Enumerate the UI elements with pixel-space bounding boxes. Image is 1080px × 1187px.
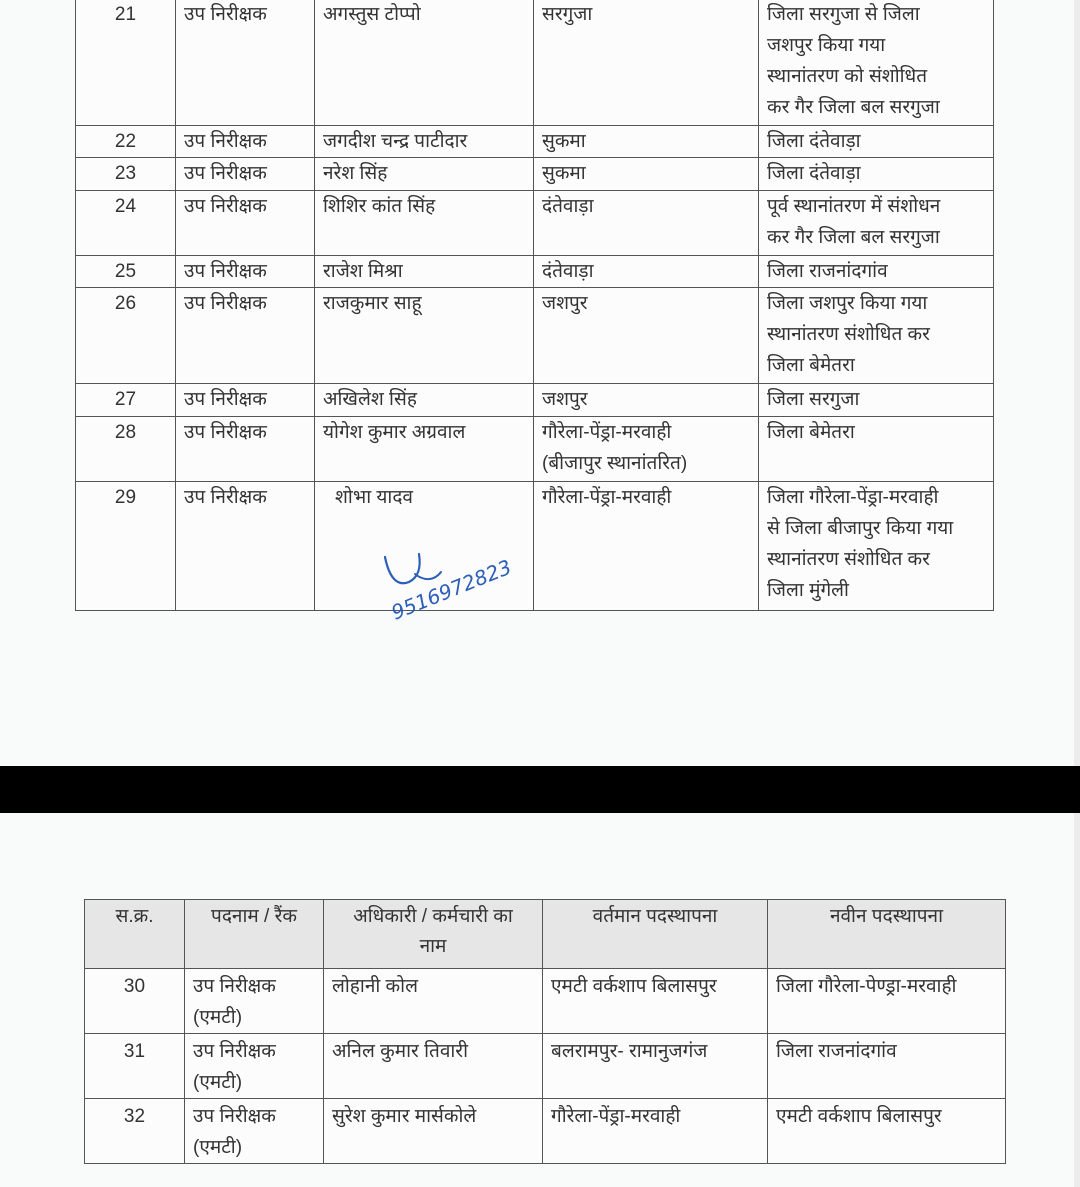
- new-posting-cell: [759, 384, 994, 417]
- transfer-table-bottom: [84, 899, 1006, 1164]
- new-posting-line: स्थानांतरण संशोधित कर: [767, 549, 930, 570]
- header-rank: पदनाम / रैंक: [185, 900, 324, 969]
- rank-cell: उप निरीक्षक: [176, 482, 315, 611]
- rank-line: उप निरीक्षक: [193, 1041, 276, 1062]
- new-posting-line: जिला दंतेवाड़ा: [767, 163, 861, 184]
- name-cell: सुरेश कुमार मार्सकोले: [324, 1099, 543, 1164]
- current-posting-cell: बलरामपुर- रामानुजगंज: [543, 1034, 768, 1099]
- redaction-bar: [0, 766, 1080, 813]
- name-cell: नरेश सिंह: [315, 158, 534, 191]
- new-posting-line: कर गैर जिला बल सरगुजा: [767, 97, 940, 118]
- current-posting-cell: [534, 417, 759, 482]
- header-row: [85, 900, 1006, 969]
- header-new-posting: नवीन पदस्थापना: [768, 900, 1006, 969]
- table-row: [76, 158, 994, 191]
- serial-number: 28: [76, 417, 176, 482]
- new-posting-line: जिला दंतेवाड़ा: [767, 131, 861, 152]
- current-posting-cell: एमटी वर्कशाप बिलासपुर: [543, 969, 768, 1034]
- name-cell: योगेश कुमार अग्रवाल: [315, 417, 534, 482]
- rank-line: (एमटी): [193, 1137, 243, 1158]
- table-row: [76, 0, 994, 126]
- new-posting-cell: जिला गौरेला-पेण्ड्रा-मरवाही: [768, 969, 1006, 1034]
- table-row: [76, 256, 994, 288]
- page-edge: [1074, 0, 1080, 1187]
- new-posting-line: पूर्व स्थानांतरण में संशोधन: [767, 196, 941, 217]
- handwritten-signature: [375, 532, 535, 627]
- serial-number: 30: [85, 969, 185, 1034]
- new-posting-line: जिला सरगुजा से जिला: [767, 4, 920, 25]
- serial-number: 21: [76, 0, 176, 126]
- serial-number: 24: [76, 191, 176, 256]
- current-posting-cell: गौरेला-पेंड्रा-मरवाही: [534, 482, 759, 611]
- serial-number: 23: [76, 158, 176, 191]
- rank-cell: [185, 969, 324, 1034]
- new-posting-line: कर गैर जिला बल सरगुजा: [767, 227, 940, 248]
- new-posting-line: से जिला बीजापुर किया गया: [767, 518, 954, 539]
- table-row: [76, 417, 994, 482]
- serial-number: 26: [76, 288, 176, 384]
- new-posting-line: जिला राजनांदगांव: [767, 261, 888, 282]
- name-cell: शिशिर कांत सिंह: [315, 191, 534, 256]
- name-cell: अखिलेश सिंह: [315, 384, 534, 417]
- name-cell: अनिल कुमार तिवारी: [324, 1034, 543, 1099]
- new-posting-line: जिला सरगुजा: [767, 389, 860, 410]
- rank-line: (एमटी): [193, 1072, 243, 1093]
- rank-cell: उप निरीक्षक: [176, 191, 315, 256]
- new-posting-cell: [759, 191, 994, 256]
- header-current-posting: वर्तमान पदस्थापना: [543, 900, 768, 969]
- new-posting-line: जिला गौरेला-पेंड्रा-मरवाही: [767, 487, 939, 508]
- serial-number: 29: [76, 482, 176, 611]
- current-posting-cell: दंतेवाड़ा: [534, 256, 759, 288]
- header-serial: स.क्र.: [85, 900, 185, 969]
- new-posting-line: जिला मुंगेली: [767, 580, 849, 601]
- serial-number: 22: [76, 126, 176, 158]
- current-posting-cell: सरगुजा: [534, 0, 759, 126]
- name-cell: शोभा यादव: [315, 482, 534, 611]
- current-posting-cell: जशपुर: [534, 288, 759, 384]
- rank-cell: उप निरीक्षक: [176, 0, 315, 126]
- new-posting-cell: जिला राजनांदगांव: [768, 1034, 1006, 1099]
- new-posting-cell: [759, 288, 994, 384]
- rank-cell: [185, 1099, 324, 1164]
- table-row: [76, 288, 994, 384]
- serial-number: 27: [76, 384, 176, 417]
- current-posting-line: (बीजापुर स्थानांतरित): [542, 453, 688, 474]
- serial-number: 32: [85, 1099, 185, 1164]
- rank-cell: [185, 1034, 324, 1099]
- new-posting-line: जिला बेमेतरा: [767, 422, 855, 443]
- name-cell: अगस्तुस टोप्पो: [315, 0, 534, 126]
- rank-cell: उप निरीक्षक: [176, 384, 315, 417]
- table-row: [85, 1034, 1006, 1099]
- header-name-line: अधिकारी / कर्मचारी का: [353, 906, 513, 927]
- table-row: [85, 969, 1006, 1034]
- new-posting-line: जिला बेमेतरा: [767, 355, 855, 376]
- transfer-table-top: [75, 0, 994, 611]
- serial-number: 31: [85, 1034, 185, 1099]
- rank-cell: उप निरीक्षक: [176, 256, 315, 288]
- rank-cell: उप निरीक्षक: [176, 158, 315, 191]
- new-posting-line: जिला जशपुर किया गया: [767, 293, 928, 314]
- current-posting-cell: दंतेवाड़ा: [534, 191, 759, 256]
- name-cell: राजेश मिश्रा: [315, 256, 534, 288]
- rank-line: उप निरीक्षक: [193, 1106, 276, 1127]
- new-posting-cell: [759, 482, 994, 611]
- name-cell: राजकुमार साहू: [315, 288, 534, 384]
- new-posting-cell: [759, 417, 994, 482]
- table-row: [76, 384, 994, 417]
- new-posting-cell: [759, 0, 994, 126]
- new-posting-line: स्थानांतरण संशोधित कर: [767, 324, 930, 345]
- name-cell: लोहानी कोल: [324, 969, 543, 1034]
- new-posting-cell: [759, 158, 994, 191]
- header-name: [324, 900, 543, 969]
- new-posting-line: जशपुर किया गया: [767, 35, 886, 56]
- new-posting-line: स्थानांतरण को संशोधित: [767, 66, 928, 87]
- serial-number: 25: [76, 256, 176, 288]
- rank-cell: उप निरीक्षक: [176, 417, 315, 482]
- new-posting-cell: [759, 256, 994, 288]
- new-posting-cell: [759, 126, 994, 158]
- table-row: [76, 191, 994, 256]
- current-posting-cell: सुकमा: [534, 126, 759, 158]
- current-posting-line: गौरेला-पेंड्रा-मरवाही: [542, 422, 672, 443]
- rank-line: उप निरीक्षक: [193, 976, 276, 997]
- header-name-line: नाम: [419, 936, 447, 957]
- table-row: [85, 1099, 1006, 1164]
- signature-number: 9516972823: [387, 554, 515, 625]
- current-posting-cell: गौरेला-पेंड्रा-मरवाही: [543, 1099, 768, 1164]
- name-cell: जगदीश चन्द्र पाटीदार: [315, 126, 534, 158]
- rank-cell: उप निरीक्षक: [176, 126, 315, 158]
- current-posting-cell: सुकमा: [534, 158, 759, 191]
- new-posting-cell: एमटी वर्कशाप बिलासपुर: [768, 1099, 1006, 1164]
- rank-cell: उप निरीक्षक: [176, 288, 315, 384]
- table-row: [76, 126, 994, 158]
- current-posting-cell: जशपुर: [534, 384, 759, 417]
- rank-line: (एमटी): [193, 1007, 243, 1028]
